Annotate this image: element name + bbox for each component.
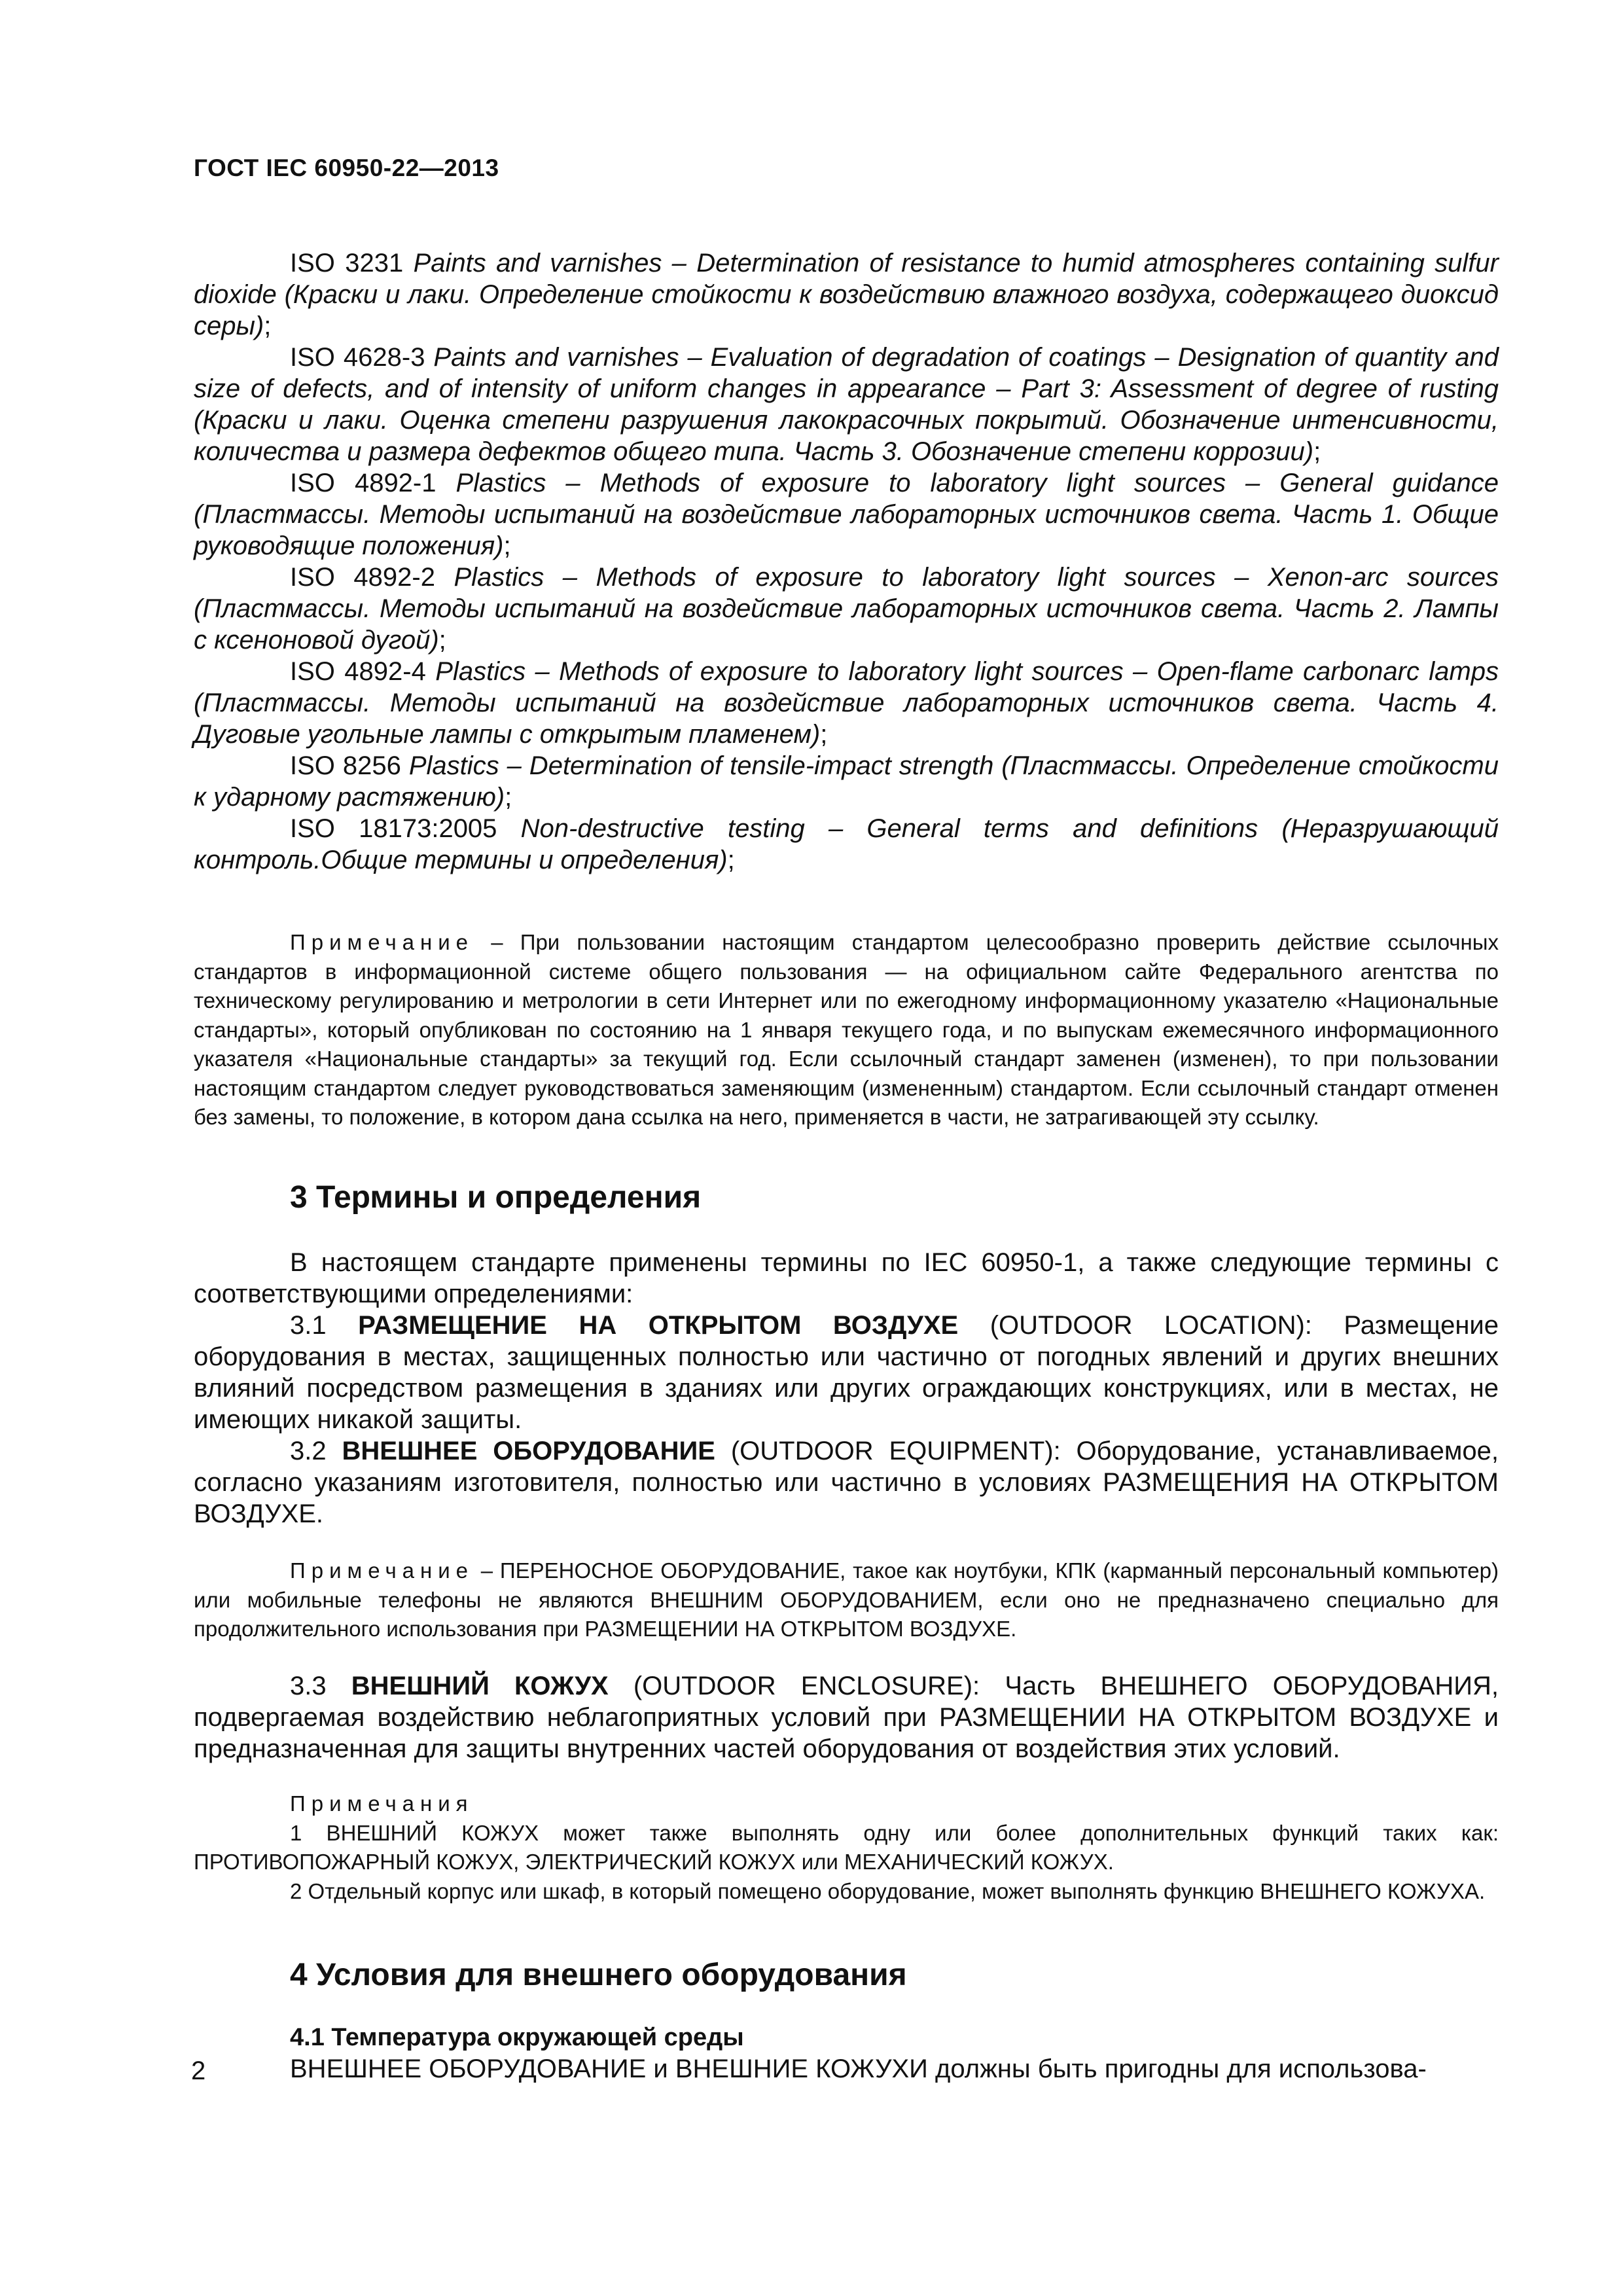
note-text: – При пользовании настоящим стандартом целесообразно проверить действие ссылочных стандартов в информационной системе общего пользования — на официальном сайте Федерального агентства по техническому регулированию и метрологии в сети Интернет или по ежегодному информационному указателю «Национальные стандарты», который опубликован по состоянию на 1 января текущего года, и по выпускам ежемесячного информационного указателя «Национальные стандарты» за текущий год. Если ссылочный стандарт заменен (изменен), то при пользовании настоящим стандартом следует руководствоваться заменяющим (измененным) стандартом. Если ссылочный стандарт отменен без замены, то положение, в котором дана ссылка на него, применяется в части, не затрагивающей эту ссылку. — [194, 930, 1499, 1129]
note-item-1: 1 ВНЕШНИЙ КОЖУХ может также выполнять одну или более дополнительных функций таких как: ПРОТИВОПОЖАРНЫЙ КОЖУХ, ЭЛЕКТРИЧЕСКИЙ КОЖУХ или МЕХАНИЧЕСКИЙ КОЖУХ. — [194, 1820, 1499, 1874]
reference-item: ISO 4628-3 Paints and varnishes – Evaluation of degradation of coatings – Designation of quantity and size of defects, and of intensity of uniform changes in appearance – Part 3: Assessment of degree of rusting (Краски и лаки. Оценка степени разрушения лакокрасочных покрытий. Обозначение интенсивности, количества и размера дефектов общего типа. Часть 3. Обозначение степени коррозии); — [194, 343, 1499, 466]
reference-number: ISO 4892-4 — [290, 657, 426, 686]
reference-title: Paints and varnishes – Determination of resistance to humid atmospheres containing sulfur dioxide (Краски и лаки. Определение стойкости к воздействию влажного воздуха, содержащего диоксид серы) — [194, 249, 1499, 340]
reference-title: Paints and varnishes – Evaluation of degradation of coatings – Designation of quantity and size of defects, and of intensity of uniform changes in appearance – Part 3: Assessment of degree of rusting (Краски и лаки. Оценка степени разрушения лакокрасочных покрытий. Обозначение интенсивности, количества и размера дефектов общего типа. Часть 3. Обозначение степени коррозии) — [194, 343, 1499, 466]
reference-item: ISO 8256 Plastics – Determination of tensile-impact strength (Пластмассы. Определение стойкости к ударному растяжению); — [194, 751, 1499, 812]
term-3-3: 3.3 ВНЕШНИЙ КОЖУХ (OUTDOOR ENCLOSURE): Часть ВНЕШНЕГО ОБОРУДОВАНИЯ, подвергаемая воздействию неблагоприятных условий при РАЗМЕЩЕНИИ НА ОТКРЫТОМ ВОЗДУХЕ и предназначенная для защиты внутренних частей оборудования от воздействия этих условий. — [194, 1672, 1499, 1763]
term-3-3-block — [194, 1670, 1499, 1765]
references-list — [194, 247, 1499, 876]
reference-title: Plastics – Methods of exposure to laboratory light sources – General guidance (Пластмассы. Методы испытаний на воздействие лабораторных источников света. Часть 1. Общие руководящие положения) — [194, 469, 1499, 560]
reference-title: Plastics – Determination of tensile-impact strength (Пластмассы. Определение стойкости к ударному растяжению) — [194, 751, 1499, 812]
section-3-intro: В настоящем стандарте применены термины по IEC 60950-1, а также следующие термины с соответствующими определениями: — [194, 1248, 1499, 1308]
term-name: ВНЕШНЕЕ ОБОРУДОВАНИЕ — [342, 1437, 715, 1465]
note-text: – ПЕРЕНОСНОЕ ОБОРУДОВАНИЕ, такое как ноутбуки, КПК (карманный персональный компьютер) или мобильные телефоны не являются ВНЕШНИМ ОБОРУДОВАНИЕМ, если оно не предназначено специально для продолжительного использования при РАЗМЕЩЕНИИ НА ОТКРЫТОМ ВОЗДУХЕ. — [194, 1558, 1499, 1641]
section-3-heading: 3 Термины и определения — [290, 1180, 702, 1215]
reference-number: ISO 4892-2 — [290, 563, 435, 592]
section-3-body — [194, 1247, 1499, 1530]
reference-number: ISO 18173:2005 — [290, 814, 497, 843]
term-name: ВНЕШНИЙ КОЖУХ — [351, 1672, 609, 1700]
reference-title: Plastics – Methods of exposure to laboratory light sources – Open-flame carbonarc lamps (Пластмассы. Методы испытаний на воздействие лабораторных источников света. Часть 4. Дуговые угольные лампы с открытым пламенем) — [194, 657, 1499, 749]
reference-item: ISO 4892-1 Plastics – Methods of exposure to laboratory light sources – General guidance (Пластмассы. Методы испытаний на воздействие лабораторных источников света. Часть 1. Общие руководящие положения); — [194, 469, 1499, 560]
reference-title: Plastics – Methods of exposure to laboratory light sources – Xenon-arc sources (Пластмассы. Методы испытаний на воздействие лабораторных источников света. Часть 2. Лампы с ксеноновой дугой) — [194, 563, 1499, 655]
section-4-1-text: ВНЕШНЕЕ ОБОРУДОВАНИЕ и ВНЕШНИЕ КОЖУХИ должны быть пригодны для использова- — [290, 2054, 1427, 2083]
section-4-heading: 4 Условия для внешнего оборудования — [290, 1958, 907, 1992]
notes-term-3-3 — [194, 1789, 1499, 1906]
subsection-4-1-heading: 4.1 Температура окружающей среды — [290, 2024, 744, 2051]
reference-number: ISO 3231 — [290, 249, 404, 278]
reference-item: ISO 4892-2 Plastics – Methods of exposure to laboratory light sources – Xenon-arc sources (Пластмассы. Методы испытаний на воздействие лабораторных источников света. Часть 2. Лампы с ксеноновой дугой); — [194, 563, 1499, 655]
page-number: 2 — [191, 2056, 206, 2085]
reference-item: ISO 4892-4 Plastics – Methods of exposure to laboratory light sources – Open-flame carbonarc lamps (Пластмассы. Методы испытаний на воздействие лабораторных источников света. Часть 4. Дуговые угольные лампы с открытым пламенем); — [194, 657, 1499, 749]
note-term-3-2 — [194, 1556, 1499, 1644]
reference-number: ISO 4628-3 — [290, 343, 425, 372]
notes-label: Примечания — [290, 1791, 474, 1816]
note-item-2: 2 Отдельный корпус или шкаф, в который помещено оборудование, может выполнять функцию ВНЕШНЕГО КОЖУХА. — [290, 1878, 1486, 1903]
standard-code-header: ГОСТ IEC 60950-22—2013 — [194, 154, 499, 181]
note-references — [194, 928, 1499, 1132]
reference-item: ISO 18173:2005 Non-destructive testing – General terms and definitions (Неразрушающий контроль.Общие термины и определения); — [194, 814, 1499, 874]
reference-title: Non-destructive testing – General terms and definitions (Неразрушающий контроль.Общие термины и определения) — [194, 814, 1499, 874]
reference-item: ISO 3231 Paints and varnishes – Determination of resistance to humid atmospheres containing sulfur dioxide (Краски и лаки. Определение стойкости к воздействию влажного воздуха, содержащего диоксид серы); — [194, 249, 1499, 340]
reference-number: ISO 8256 — [290, 751, 401, 780]
term-3-1: 3.1 РАЗМЕЩЕНИЕ НА ОТКРЫТОМ ВОЗДУХЕ (OUTDOOR LOCATION): Размещение оборудования в местах, защищенных полностью или частично от погодных явлений и других внешних влияний посредством размещения в зданиях или других ограждающих конструкциях, или в местах, не имеющих никакой защиты. — [194, 1311, 1499, 1434]
reference-number: ISO 4892-1 — [290, 469, 437, 497]
note-label: Примечание — [290, 930, 474, 954]
note-label: Примечание — [290, 1558, 474, 1583]
section-4-1-body — [194, 2053, 1499, 2085]
term-3-2: 3.2 ВНЕШНЕЕ ОБОРУДОВАНИЕ (OUTDOOR EQUIPMENT): Оборудование, устанавливаемое, согласно указаниям изготовителя, полностью или частично в условиях РАЗМЕЩЕНИЯ НА ОТКРЫТОМ ВОЗДУХЕ. — [194, 1437, 1499, 1528]
term-name: РАЗМЕЩЕНИЕ НА ОТКРЫТОМ ВОЗДУХЕ — [358, 1311, 959, 1340]
